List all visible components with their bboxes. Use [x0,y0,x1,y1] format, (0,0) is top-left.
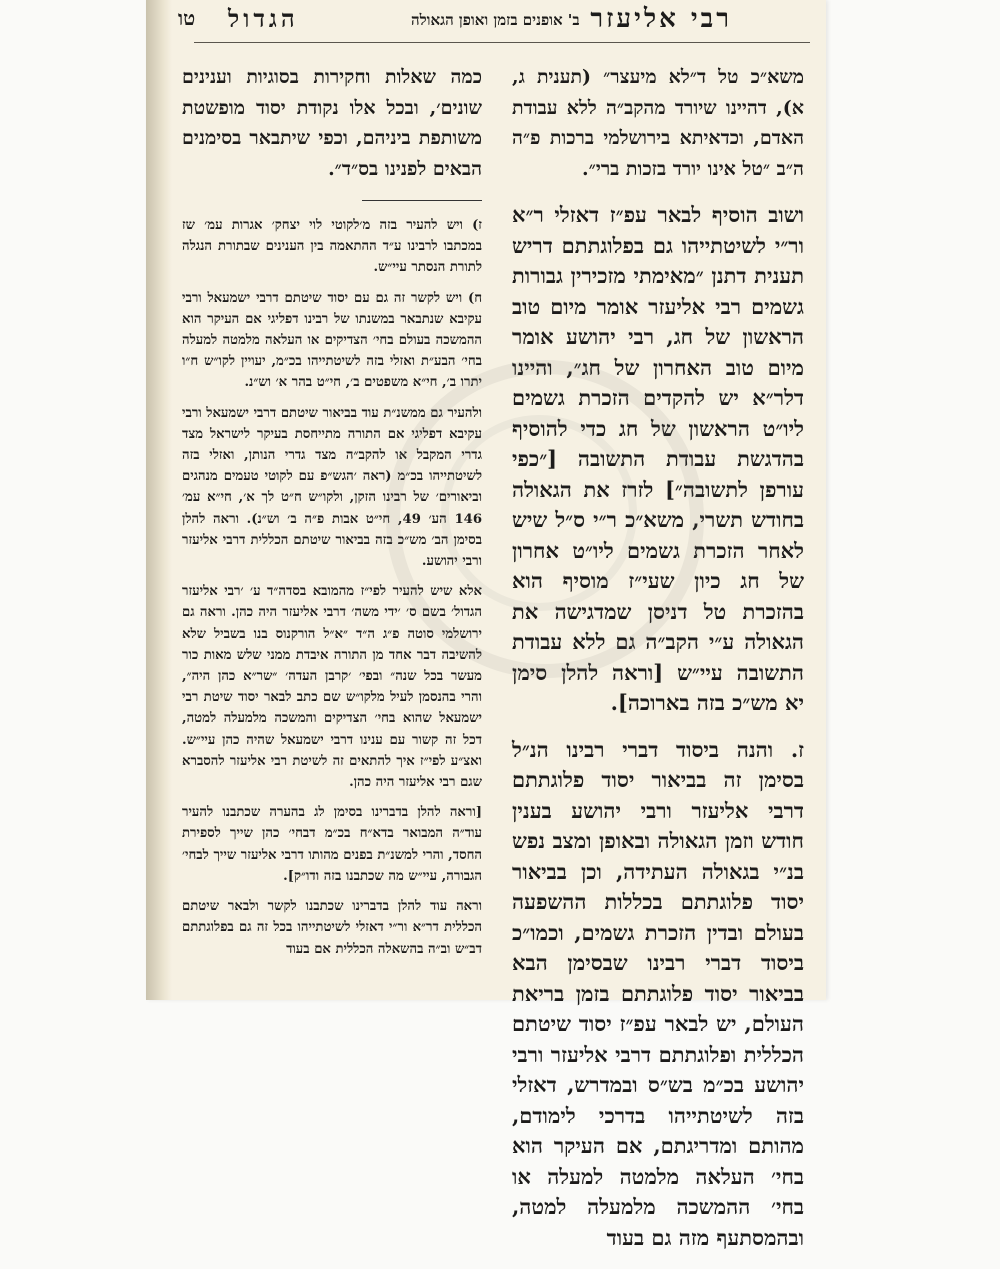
footnote-5: [וראה להלן בדברינו בסימן לג בהערה שכתבנו להעיר עוד״ה המבואר בדא״ח בכ״מ דבחי׳ כהן שייך לספירת החסד, והרי למשנ״ת בפנים מהותו דרבי אליעזר שייך לבחי׳ הגבורה, עיי״ש מה שכתבנו בזה ודו״ק]. [182,805,482,884]
header-rule [194,42,810,43]
page-number: טו [178,6,196,30]
notes-column [182,62,482,969]
footnote-3: ולהעיר גם ממשנ״ת עוד בביאור שיטתם דרבי ישמעאל ורבי עקיבא דפליגי אם התורה מתייחסת בעיקר לישראל מצד גדרי המקבל או להקב״ה מצד גדרי הנותן, ואזלי בזה לשיטתייהו בכ״מ (ראה ׳הגש״פ עם לקוטי טעמים מנהגים וביאורים׳ של רבינו הזקן, ולקו״ש ח״ט לך א׳, חי״א עמ׳ 146 הע׳ 49, חי״ט אבות פ״ה ב׳ וש״נ). וראה להלן בסימן הב׳ מש״כ בזה בביאור שיטתם הכללית דרבי אליעזר ורבי יהושע. [182,405,482,570]
main-text-column [512,62,804,1269]
running-title-left: הגדול [228,4,299,33]
footnote-1: ז) ויש להעיר בזה מ׳לקוטי לוי יצחק׳ אגרות עמ׳ שז במכתבו לרבינו ע״ד ההתאמה בין הענינים שבתורת הנגלה לתורת הנסתר עיי״ש. [182,218,482,276]
footnote-4: אלא שיש להעיר לפי״ז מהמובא בסדה״ד ע׳ ׳רבי אליעזר הגדול׳ בשם ס׳ ׳ידי משה׳ דרבי אליעזר היה כהן. וראה גם ירושלמי סוטה פ״ג ה״ד ״א״ל הורקנוס בנו בשביל שלא להשיבה דבר אחד מן התורה איבדת ממני שלש מאות כור מעשר בכל שנה״ ובפי׳ ׳קרבן העדה׳ ״שר״א כהן היה״, והרי בהנסמן לעיל מלקו״ש שם כתב לבאר יסוד שיטת רבי ישמעאל שהוא בחי׳ הצדיקים והמשכה מלמעלה למטה, דכל זה קשור עם ענינו דרבי ישמעאל שהיה כהן עיי״ש. ואצ״ע לפי״ז איך להתאים זה לשיטת רבי אליעזר להסברא שגם רבי אליעזר היה כהן. [182,584,482,791]
paragraph-1: משא״כ טל ד״לא מיעצר״ (תענית ג, א), דהיינו שיורד מהקב״ה ללא עבודת האדם, וכדאיתא בירושלמי ברכות פ״ה ה״ב ״טל אינו יורד בזכות ברי״. [512,66,804,180]
running-title-right: רבי אליעזר [590,4,732,34]
footnote-divider [362,200,482,201]
paragraph-2: ושוב הוסיף לבאר עפ״ז דאזלי ר״א ור״י לשיטתייהו גם בפלוגתתם דריש תענית דתנן ״מאימתי מזכירין גבורות גשמים רבי אליעזר אומר מיום טוב הראשון של חג, רבי יהושע אומר מיום טוב האחרון של חג״, והיינו דלר״א יש להקדים הזכרת גשמים ליו״ט הראשון של חג כדי להוסיף בהדגשת עבודת התשובה [״כפי עורפן לתשובה״] לזרז את הגאולה בחודש תשרי, משא״כ ר״י ס״ל שיש לאחר הזכרת גשמים ליו״ט אחרון של חג כיון שעי״ז מוסיף הוא בהזכרת טל דניסן שמדגישה את הגאולה ע״י הקב״ה גם ללא עבודת התשובה עיי״ש [וראה להלן סימן יא מש״כ בזה בארוכה]. [512,202,804,715]
footnote-2: ח) ויש לקשר זה גם עם יסוד שיטתם דרבי ישמעאל ורבי עקיבא שנתבאר במשנתו של רבינו דפליגי אם העיקר הוא ההמשכה בעולם בחי׳ הצדיקים או העלאה מלמטה למעלה בחי׳ הבע״ת ואזלי בזה לשיטתייהו בכ״מ, יעויין לקו״ש ח״ו יתרו ב׳, חי״א משפטים ב׳, חי״ט בהר א׳ וש״נ. [182,290,482,391]
intro-paragraph: כמה שאלות וחקירות בסוגיות וענינים שונים׳, ובכל אלו נקודת יסוד מופשטת משותפת ביניהם, וכפי שיתבאר בסימנים הבאים לפנינו בס״ד״. [182,66,482,180]
running-head [176,4,810,38]
running-subtitle: ב' אופנים בזמן ואופן הגאולה [411,11,580,29]
page-gutter [146,0,172,1000]
book-page [146,0,826,1250]
footnote-6: וראה עוד להלן בדברינו שכתבנו לקשר ולבאר שיטתם הכללית דר״א ור״י דאזלי לשיטתייהו בכל זה גם בפלוגתתם דב״ש וב״ה בהשאלה הכללית אם בעוד [182,899,482,957]
paragraph-3: ז. והנה ביסוד דברי רבינו הנ״ל בסימן זה בביאור יסוד פלוגתתם דרבי אליעזר ורבי יהושע בענין חודש וזמן הגאולה ובאופן ומצב נפש בנ״י בגאולה העתידה, וכן בביאור יסוד פלוגתתם בכללות ההשפעה בעולם ובדין הזכרת גשמים, וכמו״כ ביסוד דברי רבינו שבסימן הבא בביאור יסוד פלוגתתם בזמן בריאת העולם, יש לבאר עפ״ז יסוד שיטתם הכללית ופלוגתתם דרבי אליעזר ורבי יהושע בכ״מ בש״ס ובמדרש, דאזלי בזה לשיטתייהו בדרכי לימודם, מהותם ומדריגתם, אם העיקר הוא בחי׳ העלאה מלמטה למעלה או בחי׳ ההמשכה מלמעלה למטה, ובהמסתעף מזה גם בעוד [512,736,804,1250]
